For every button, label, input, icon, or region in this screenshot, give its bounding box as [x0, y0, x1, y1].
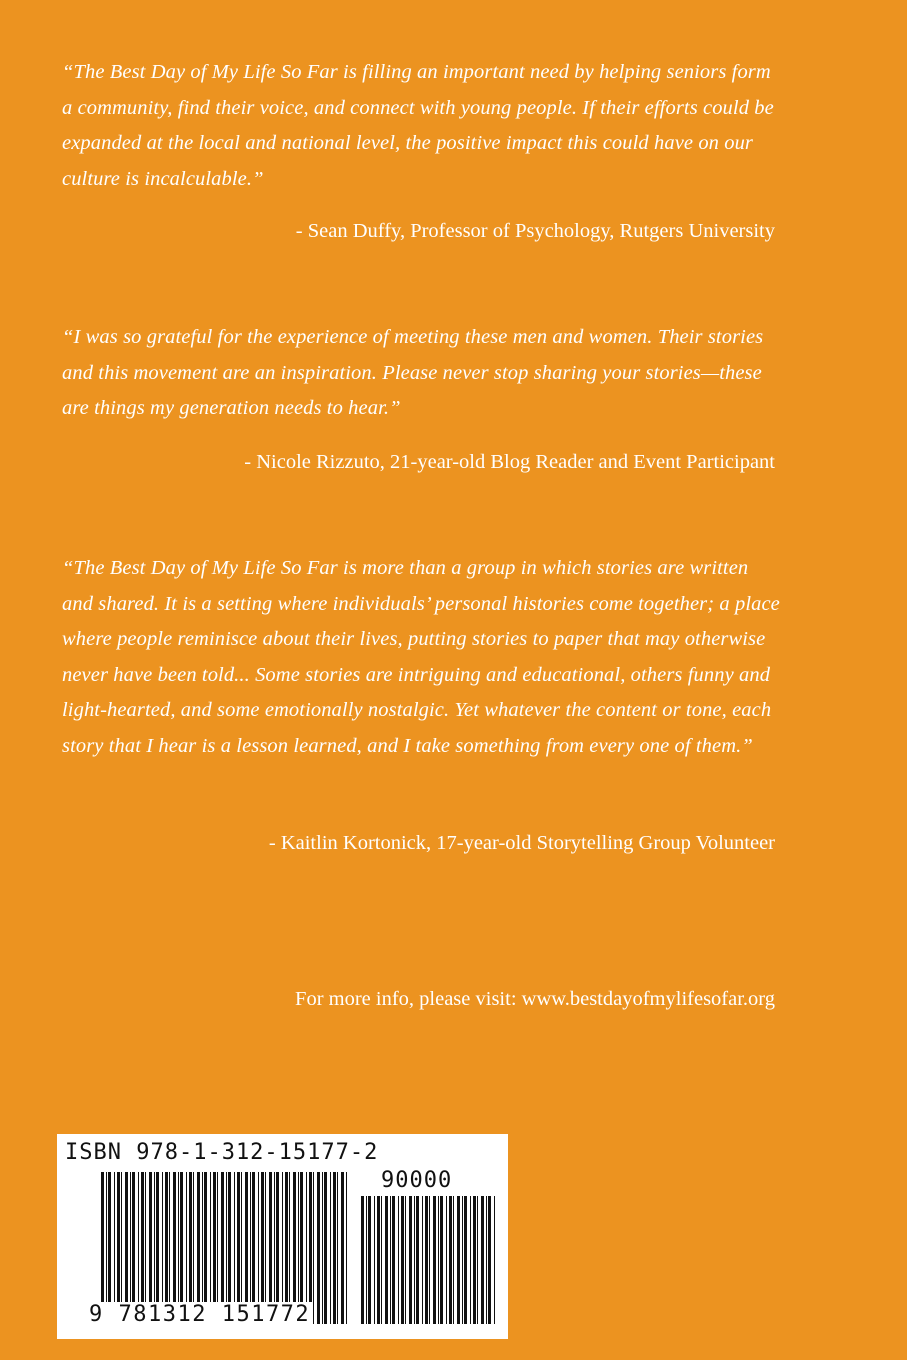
barcode-bar: [422, 1196, 423, 1324]
barcode-bar: [477, 1196, 478, 1324]
barcode-bar: [433, 1196, 436, 1324]
barcode-bar: [381, 1196, 382, 1324]
quote-3-text: “The Best Day of My Life So Far is more than a group in which stories are written and shared. It is a setting where individuals’ personal histories come together; a place where people reminisce about their lives, putting stories to paper that may otherwise never have been told... Some stories are intriguing and educational, others funny and light-hearted, and some emotionally nostalgic. Yet whatever the content or tone, each story that I hear is a lesson learned, and I take something from every one of them.”: [62, 557, 780, 757]
barcode-bar: [494, 1196, 495, 1324]
barcode-bar: [346, 1172, 347, 1324]
barcode-bar: [464, 1196, 467, 1324]
barcode-bar: [449, 1196, 452, 1324]
ean-digits: 9 781312 151772: [89, 1302, 311, 1327]
barcode-bar: [473, 1196, 476, 1324]
barcode-bar: [398, 1196, 399, 1324]
barcode-bar: [374, 1196, 375, 1324]
barcode-bar: [416, 1196, 419, 1324]
barcode-bar: [409, 1196, 412, 1324]
barcode-bar: [470, 1196, 471, 1324]
barcode-bar: [486, 1196, 487, 1324]
barcode-bar: [401, 1196, 404, 1324]
barcode-bar: [322, 1172, 323, 1324]
barcode-bar: [453, 1196, 454, 1324]
barcode-bar: [385, 1196, 388, 1324]
barcode-bar: [377, 1196, 380, 1324]
more-info-link: For more info, please visit: www.bestdayofmylifesofar.org: [295, 988, 775, 1010]
barcode-bar: [457, 1196, 460, 1324]
isbn-label: ISBN 978-1-312-15177-2: [65, 1140, 379, 1165]
barcode-bar: [368, 1196, 371, 1324]
barcode-bar: [405, 1196, 406, 1324]
quote-1-attribution: - Sean Duffy, Professor of Psychology, Rutgers University: [295, 220, 775, 242]
barcode-bar: [481, 1196, 484, 1324]
quote-3-attribution: - Kaitlin Kortonick, 17-year-old Storytelling Group Volunteer: [268, 832, 775, 854]
quote-1-text: “The Best Day of My Life So Far is filling an important need by helping seniors form a community, find their voice, and connect with young people. If their efforts could be expanded at the local and national level, the positive impact this could have on our culture is incalculable.”: [62, 61, 774, 190]
barcode-bar: [440, 1196, 443, 1324]
barcode-bar: [438, 1196, 439, 1324]
barcode-bar: [366, 1196, 367, 1324]
barcode-bar: [324, 1172, 327, 1324]
barcode-bar: [429, 1196, 430, 1324]
price-code: 90000: [381, 1168, 453, 1193]
barcode-bar: [414, 1196, 415, 1324]
barcode-bar: [462, 1196, 463, 1324]
barcode-bar: [488, 1196, 491, 1324]
quote-2-attribution: - Nicole Rizzuto, 21-year-old Blog Reader and Event Participant: [244, 451, 775, 473]
barcode-bar: [341, 1172, 344, 1324]
addon-bars: [361, 1196, 495, 1324]
barcode-bar: [317, 1172, 320, 1324]
barcode-bar: [425, 1196, 428, 1324]
barcode-bar: [313, 1172, 314, 1324]
barcode-bar: [446, 1196, 447, 1324]
barcode-bar: [337, 1172, 338, 1324]
quote-2-text: “I was so grateful for the experience of meeting these men and women. Their stories and this movement are an inspiration. Please never stop sharing your stories—these are things my generation needs to hear.”: [62, 326, 764, 419]
barcode-bar: [330, 1172, 331, 1324]
barcode-bar: [361, 1196, 364, 1324]
barcode-bar: [390, 1196, 391, 1324]
barcode-bar: [333, 1172, 336, 1324]
isbn-barcode: [57, 1134, 508, 1339]
barcode-bar: [392, 1196, 395, 1324]
